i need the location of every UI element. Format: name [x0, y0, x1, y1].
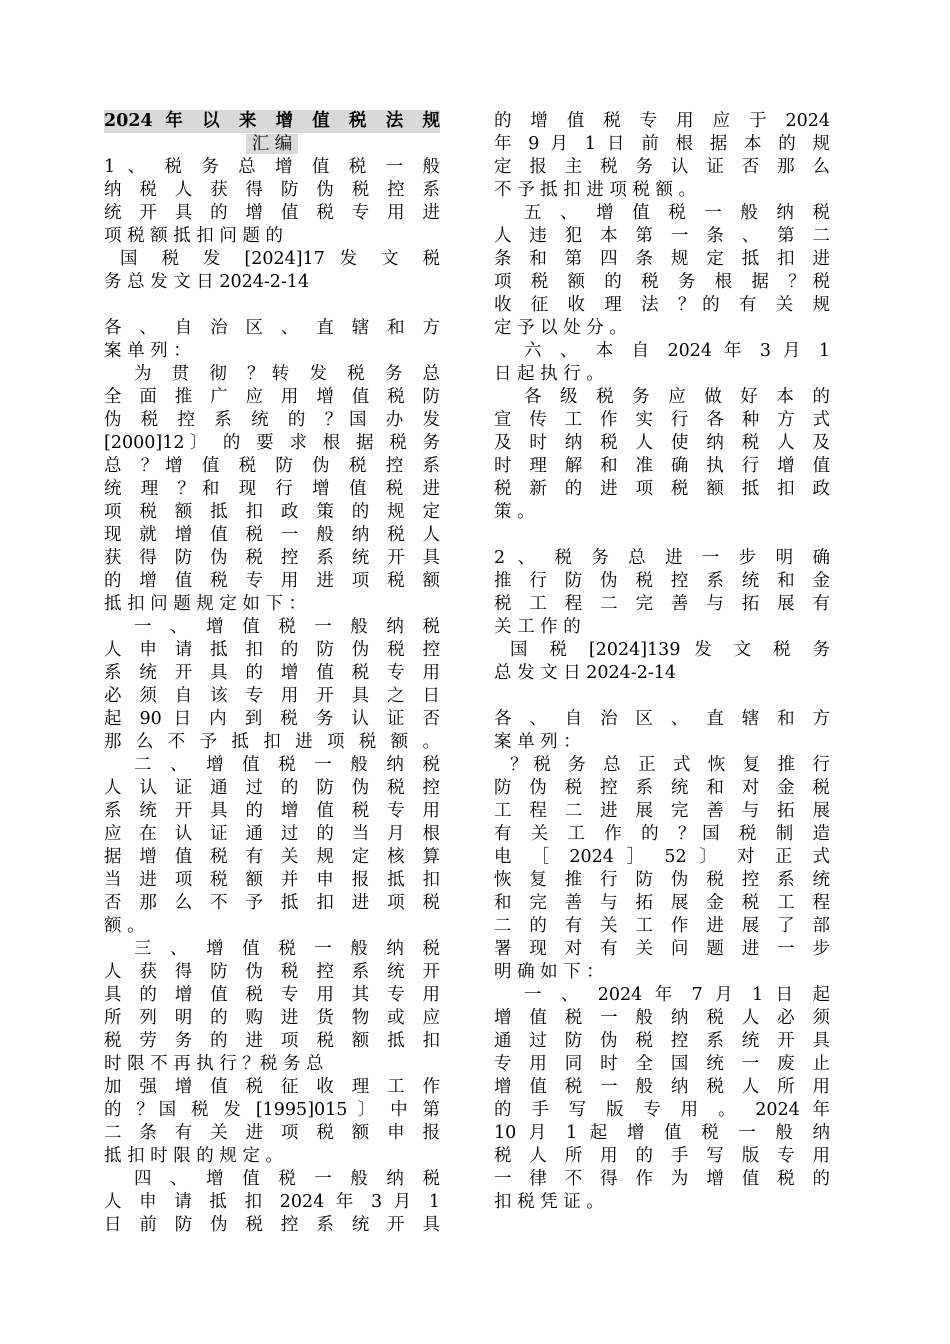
right-text-line: 2 、 税 务 总 进 一 步 明 确: [494, 548, 830, 568]
right-text-line: 的 增 值 税 专 用 应 于 2024: [494, 111, 830, 131]
left-text-line: 应 在 认 证 通 过 的 当 月 根: [104, 824, 440, 844]
right-text-line: 的 手 写 版 专 用 。 2024 年: [494, 1100, 830, 1120]
left-text-line: 纳 税 人 获 得 防 伪 税 控 系: [104, 180, 440, 200]
doc-title-text: 汇 编: [246, 134, 299, 154]
right-text-line: 推 行 防 伪 税 控 系 统 和 金: [494, 571, 830, 591]
right-text-line: 恢 复 推 行 防 伪 税 控 系 统: [494, 870, 830, 890]
right-text-line: 定 予 以 处 分 。: [494, 318, 627, 338]
right-text-line: 案 单 列 ：: [494, 732, 581, 752]
left-text-line: 项 税 额 抵 扣 政 策 的 规 定: [104, 502, 440, 522]
right-text-line: 宣 传 工 作 实 行 各 种 方 式: [494, 410, 830, 430]
left-text-line: 全 面 推 广 应 用 增 值 税 防: [104, 387, 440, 407]
right-text-line: 增 值 税 一 般 纳 税 人 所 用: [494, 1077, 830, 1097]
left-text-line: 一 、 增 值 税 一 般 纳 税: [134, 617, 440, 637]
right-text-line: 及 时 纳 税 人 使 纳 税 人 及: [494, 433, 830, 453]
left-text-line: 否 那 么 不 予 抵 扣 进 项 税: [104, 893, 440, 913]
left-text-line: [2000]12〕 的 要 求 根 据 税 务: [104, 433, 440, 453]
right-text-line: 工 程 二 进 展 完 善 与 拓 展: [494, 801, 830, 821]
left-text-line: 的 增 值 税 专 用 进 项 税 额: [104, 571, 440, 591]
right-text-line: 一 、 2024 年 7 月 1 日 起: [524, 985, 830, 1005]
blank-line: [104, 294, 440, 317]
right-text-line: 税 工 程 二 完 善 与 拓 展 有: [494, 594, 830, 614]
right-text-line: 明 确 如 下 ：: [494, 962, 604, 982]
right-text-line: 各 、 自 治 区 、 直 辖 和 方: [494, 709, 830, 729]
left-text-line: 务 总 发 文 日 2024-2-14: [104, 272, 310, 292]
left-text-line: 时 限 不 再 执 行 ？税 务 总: [104, 1054, 324, 1074]
right-text-line: 条 和 第 四 条 规 定 抵 扣 进: [494, 249, 830, 269]
left-text-line: 的 ？国 税 发 [1995]015 〕 中 第: [104, 1100, 440, 1120]
left-text-line: 伪 税 控 系 统 的 ？国 办 发: [104, 410, 440, 430]
right-text-line: 五 、 增 值 税 一 般 纳 税: [524, 203, 830, 223]
left-text-line: 日 前 防 伪 税 控 系 统 开 具: [104, 1215, 440, 1235]
left-text-line: 必 须 自 该 专 用 开 具 之 日: [104, 686, 440, 706]
left-text-line: 国 税 发 [2024]17 发 文 税: [120, 249, 440, 269]
doc-title-line: 2024 年 以 来 增 值 税 法 规: [104, 111, 440, 131]
right-text-line: 项 税 额 的 税 务 根 据 ？税: [494, 272, 830, 292]
left-text-line: 那 么 不 予 抵 扣 进 项 税 额 。: [104, 732, 440, 752]
right-text-column: [494, 110, 830, 1214]
left-text-line: 人 申 请 抵 扣 的 防 伪 税 控: [104, 640, 440, 660]
right-text-line: 六 、 本 自 2024 年 3 月 1: [524, 341, 830, 361]
right-text-line: 人 违 犯 本 第 一 条 、 第 二: [494, 226, 830, 246]
left-text-line: 系 统 开 具 的 增 值 税 专 用: [104, 663, 440, 683]
left-text-line: 抵 扣 问 题 规 定 如 下 ：: [104, 594, 307, 614]
left-text-line: 人 认 证 通 过 的 防 伪 税 控: [104, 778, 440, 798]
right-text-line: 各 级 税 务 应 做 好 本 的: [524, 387, 830, 407]
left-text-line: 统 理 ？和 现 行 增 值 税 进: [104, 479, 440, 499]
doc-title-line: [104, 133, 440, 156]
right-text-line: 策 。: [494, 502, 535, 522]
right-text-line: 防 伪 税 控 系 统 和 对 金 税: [494, 778, 830, 798]
left-text-line: 四 、 增 值 税 一 般 纳 税: [134, 1169, 440, 1189]
right-text-line: 通 过 防 伪 税 控 系 统 开 具: [494, 1031, 830, 1051]
left-text-line: 起 90 日 内 到 税 务 认 证 否: [104, 709, 440, 729]
left-text-line: 获 得 防 伪 税 控 系 统 开 具: [104, 548, 440, 568]
left-text-line: 加 强 增 值 税 征 收 理 工 作: [104, 1077, 440, 1097]
left-text-line: 案 单 列 ：: [104, 341, 191, 361]
right-text-line: ？税 务 总 正 式 恢 复 推 行: [510, 755, 830, 775]
right-text-line: 关 工 作 的: [494, 617, 581, 637]
left-text-line: 抵 扣 时 限 的 规 定 。: [104, 1146, 283, 1166]
right-text-line: 时 理 解 和 准 确 执 行 增 值: [494, 456, 830, 476]
right-text-line: 10 月 1 起 增 值 税 一 般 纳: [494, 1123, 830, 1143]
left-text-line: 额 。: [104, 916, 145, 936]
left-text-line: 所 列 明 的 购 进 货 物 或 应: [104, 1008, 440, 1028]
right-text-line: 税 人 所 用 的 手 写 版 专 用: [494, 1146, 830, 1166]
left-text-line: 据 增 值 税 有 关 规 定 核 算: [104, 847, 440, 867]
left-text-line: 项 税 额 抵 扣 问 题 的: [104, 226, 283, 246]
left-text-line: 统 开 具 的 增 值 税 专 用 进: [104, 203, 440, 223]
right-text-line: 日 起 执 行 。: [494, 364, 604, 384]
right-text-line: 二 的 有 关 工 作 进 展 了 部: [494, 916, 830, 936]
blank-line: [494, 524, 830, 547]
right-text-line: 税 新 的 进 项 税 额 抵 扣 政: [494, 479, 830, 499]
left-text-line: 人 获 得 防 伪 税 控 系 统 开: [104, 962, 440, 982]
right-text-line: 增 值 税 一 般 纳 税 人 必 须: [494, 1008, 830, 1028]
right-text-line: 年 9 月 1 日 前 根 据 本 的 规: [494, 134, 830, 154]
left-text-line: 系 统 开 具 的 增 值 税 专 用: [104, 801, 440, 821]
left-text-line: 1 、 税 务 总 增 值 税 一 般: [104, 157, 440, 177]
left-text-line: 当 进 项 税 额 并 申 报 抵 扣: [104, 870, 440, 890]
left-text-line: 具 的 增 值 税 专 用 其 专 用: [104, 985, 440, 1005]
right-text-line: 署 现 对 有 关 问 题 进 一 步: [494, 939, 830, 959]
right-text-line: 一 律 不 得 作 为 增 值 税 的: [494, 1169, 830, 1189]
right-text-line: 扣 税 凭 证 。: [494, 1192, 604, 1212]
left-text-column: [104, 110, 440, 1237]
right-text-line: 定 报 主 税 务 认 证 否 那 么: [494, 157, 830, 177]
left-text-line: 税 劳 务 的 进 项 税 额 抵 扣: [104, 1031, 440, 1051]
left-text-line: 三 、 增 值 税 一 般 纳 税: [134, 939, 440, 959]
right-text-line: 收 征 收 理 法 ？的 有 关 规: [494, 295, 830, 315]
left-text-line: 二 条 有 关 进 项 税 额 申 报: [104, 1123, 440, 1143]
right-text-line: 和 完 善 与 拓 展 金 税 工 程: [494, 893, 830, 913]
left-text-line: 二 、 增 值 税 一 般 纳 税: [134, 755, 440, 775]
right-text-line: 专 用 同 时 全 国 统 一 废 止: [494, 1054, 830, 1074]
right-text-line: 电 ［ 2024 ］ 52 〕 对 正 式: [494, 847, 830, 867]
right-text-line: 国 税 [2024]139 发 文 税 务: [510, 640, 830, 660]
left-text-line: 人 申 请 抵 扣 2024 年 3 月 1: [104, 1192, 440, 1212]
blank-line: [494, 685, 830, 708]
left-text-line: 现 就 增 值 税 一 般 纳 税 人: [104, 525, 440, 545]
right-text-line: 总 发 文 日 2024-2-14: [494, 663, 677, 683]
right-text-line: 有 关 工 作 的 ？国 税 制 造: [494, 824, 830, 844]
right-text-line: 不 予 抵 扣 进 项 税 额 。: [494, 180, 697, 200]
left-text-line: 总 ？增 值 税 防 伪 税 控 系: [104, 456, 440, 476]
left-text-line: 为 贯 彻 ？转 发 税 务 总: [134, 364, 440, 384]
left-text-line: 各 、 自 治 区 、 直 辖 和 方: [104, 318, 440, 338]
